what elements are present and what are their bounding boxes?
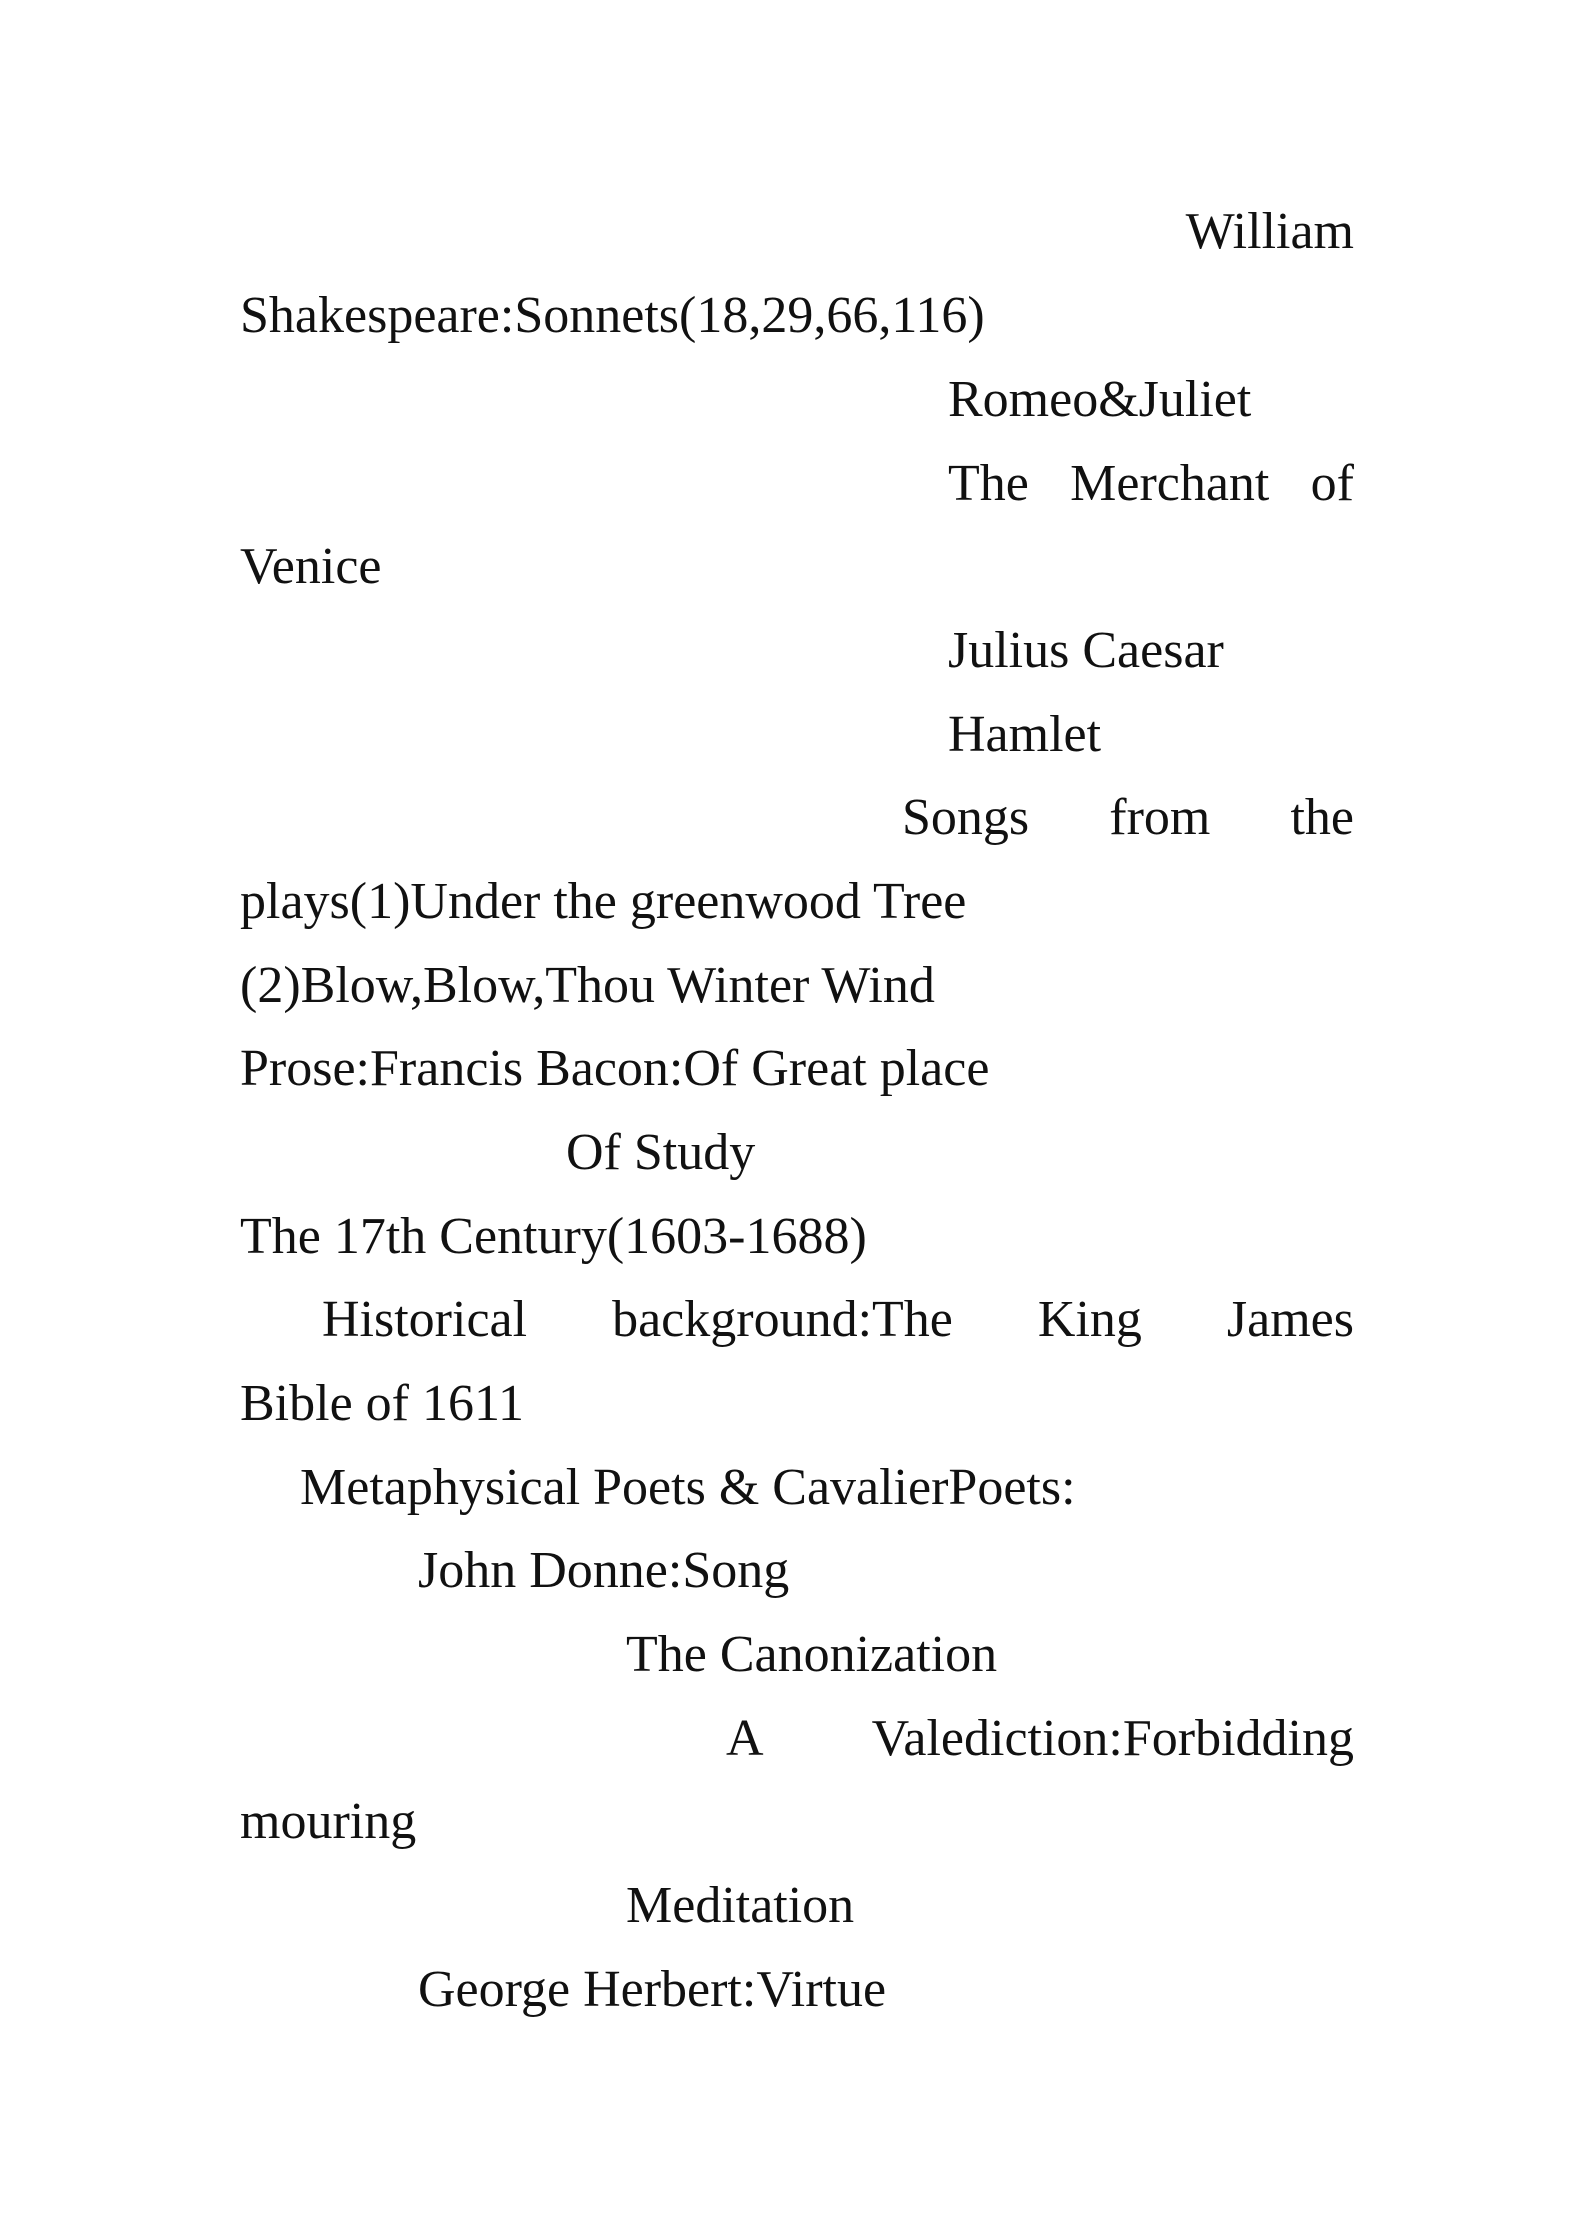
text-line: A Valediction:Forbidding xyxy=(726,1710,1354,1767)
text-line: Historical background:The King James xyxy=(322,1291,1354,1348)
text-line: Meditation xyxy=(626,1877,855,1934)
text-line: Shakespeare:Sonnets(18,29,66,116) xyxy=(240,287,985,344)
text-line: The 17th Century(1603-1688) xyxy=(240,1208,867,1265)
text-line: Songs from the xyxy=(902,789,1354,846)
text-line: The Merchant of xyxy=(948,455,1354,512)
text-line: John Donne:Song xyxy=(418,1542,790,1599)
text-line: (2)Blow,Blow,Thou Winter Wind xyxy=(240,957,935,1014)
text-line: Prose:Francis Bacon:Of Great place xyxy=(240,1040,990,1097)
text-line: mouring xyxy=(240,1793,417,1850)
text-line: Julius Caesar xyxy=(948,622,1224,679)
text-line: Bible of 1611 xyxy=(240,1375,525,1432)
text-line: William xyxy=(1185,203,1354,260)
text-line: George Herbert:Virtue xyxy=(418,1961,887,2018)
text-line: Romeo&Juliet xyxy=(948,371,1252,428)
text-line: plays(1)Under the greenwood Tree xyxy=(240,873,967,930)
text-line: Venice xyxy=(240,538,382,595)
text-line: Of Study xyxy=(566,1124,756,1181)
text-line: The Canonization xyxy=(626,1626,998,1683)
text-line: Metaphysical Poets & CavalierPoets: xyxy=(300,1459,1076,1516)
text-line: Hamlet xyxy=(948,706,1102,763)
